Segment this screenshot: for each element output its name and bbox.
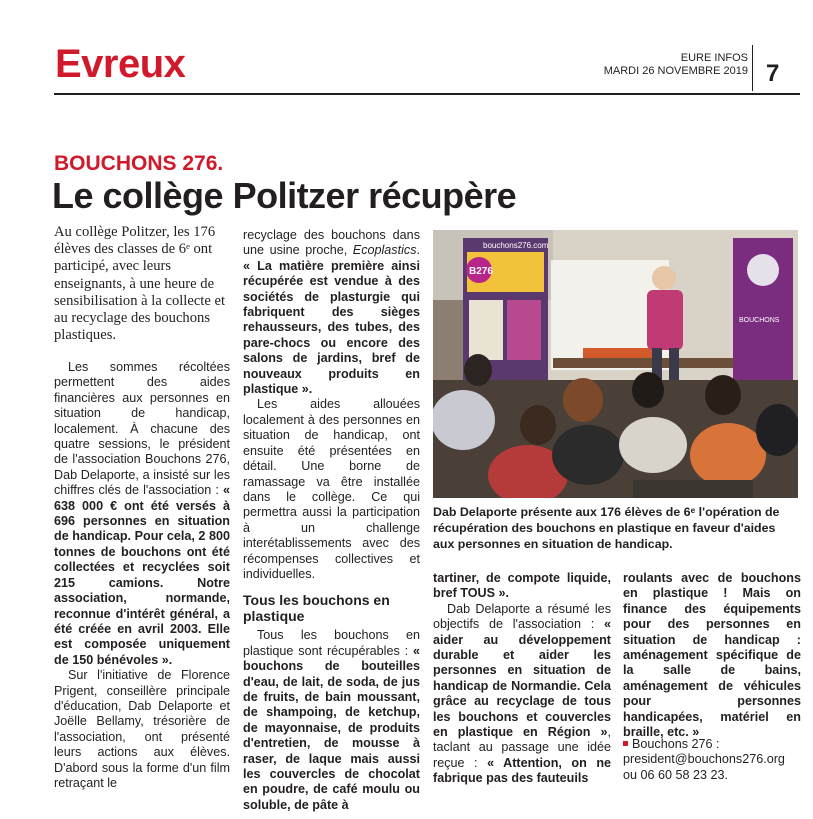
- screen-label: BOUCHONS: [739, 317, 780, 324]
- banner-url: bouchons276.com: [483, 241, 549, 250]
- paragraph: [433, 571, 611, 602]
- paragraph: Sur l'initiative de Florence Prigent, conseillère principale d'éducation, Dab Delaporte et Joëlle Bellamy, trésorière de l'association, ont présenté leurs actions aux élèves. D'abord sous la forme d'un film retraçant le: [54, 668, 230, 790]
- paragraph-text: Les sommes récoltées permettent des aides financières aux personnes en situation de handicap, localement. À chacune des quatre sessions, le président de l'association Bouchons 276, Dab Delaporte, a insisté sur les chiffres clés de l'association :: [54, 360, 230, 498]
- quote-text: « 638 000 € ont été versés à 696 personnes en situation de handicap. Pour cela, 2 800 tonnes de bouchons ont été collectées et recyclées soit 215 camions. Notre association, normande, reconnue d'intérêt général, a été créée en avril 2003. Elle est composée uniquement de 150 bénévoles ».: [54, 483, 230, 667]
- article-photo: [433, 230, 798, 498]
- banner-logo: B276: [469, 266, 493, 277]
- paragraph-text: Tous les bouchons en plastique sont récupérables :: [243, 628, 420, 658]
- paragraph-text: recyclage des bouchons dans une usine proche,: [243, 228, 420, 258]
- page-number: 7: [766, 60, 780, 87]
- header-divider: [752, 45, 753, 91]
- header-rule: [54, 93, 800, 95]
- article-subheading: Tous les bouchons en plastique: [243, 592, 390, 625]
- quote-text: « aider au développement durable et aider les personnes en situation de handicap de Normandie. Cela grâce au recyclage de tous les bouchons et couvercles en plastique en Région »: [433, 617, 611, 740]
- article-column-4: [623, 571, 801, 740]
- publication-name: EURE INFOS: [680, 52, 748, 64]
- contact-info: [623, 737, 801, 783]
- company-name: Ecoplastics: [352, 243, 417, 258]
- paragraph-text: , taclant au passage une idée reçue :: [433, 725, 611, 770]
- article-kicker: BOUCHONS 276.: [54, 152, 224, 175]
- article-lead: Au collège Politzer, les 176 élèves des classes de 6ᵉ ont participé, avec leurs enseignants, à une heure de sensibilisation à la collecte et au recyclage des bouchons plastiques.: [54, 224, 226, 344]
- article-headline: Le collège Politzer récupère: [52, 175, 517, 216]
- paragraph: [623, 571, 801, 740]
- publication-date: MARDI 26 NOVEMBRE 2019: [603, 65, 748, 77]
- classroom-photo-illustration: [433, 230, 798, 498]
- paragraph: Les aides allouées localement à des personnes en situation de handicap, ont ensuite été présentées en détail. Une borne de ramassage va être installée dans le collège. Ce qui permettra aussi la participation à un challenge interétablissements avec des récompenses collectives et individuelles.: [243, 397, 420, 581]
- article-column-2: [243, 228, 420, 813]
- photo-caption: Dab Delaporte présente aux 176 élèves de 6ᵉ l'opération de récupération des bouchons en plastique en faveur d'aides aux personnes en situation de handicap.: [433, 505, 780, 551]
- bullet-square-icon: [623, 741, 628, 746]
- quote-text: « Attention, on ne fabrique pas des fauteuils: [433, 755, 612, 786]
- section-title: Evreux: [55, 42, 186, 86]
- article-column-3: [433, 571, 611, 787]
- quote-text: tartiner, de compote liquide, bref TOUS ».: [433, 571, 611, 601]
- paragraph: [54, 360, 230, 668]
- paragraph: [433, 602, 611, 787]
- quote-text: « bouchons de bouteilles d'eau, de lait, de soda, de jus de fruits, de bain moussant, de shampoing, de ketchup, de mayonnaise, de produits d'entretien, de mousse à raser, de laque mais aussi les couvercles de chocolat en poudre, de café moulu ou soluble, de pâte à: [243, 643, 420, 812]
- quote-text: roulants avec de bouchons en plastique ! Mais on finance des équipements pour des personnes en situation de handicap : aménagement spécifique de la salle de bains, aménagement de véhicules pour personnes handicapées, matériel en braille, etc. »: [623, 571, 801, 740]
- paragraph-text: .: [416, 243, 420, 258]
- paragraph: [243, 628, 420, 813]
- contact-text: Bouchons 276 : president@bouchons276.org ou 06 60 58 23 23.: [623, 737, 785, 782]
- paragraph-text: Dab Delaporte a résumé les objectifs de l'association :: [433, 601, 611, 632]
- quote-text: « La matière première ainsi récupérée est vendue à des sociétés de plasturgie qui fabriquent des sièges rehausseurs, des tubes, des pare-chocs ou encore des salons de jardins, bref de nouveaux produits en plastique ».: [243, 258, 420, 397]
- paragraph: [243, 228, 420, 397]
- article-column-1: [54, 360, 230, 791]
